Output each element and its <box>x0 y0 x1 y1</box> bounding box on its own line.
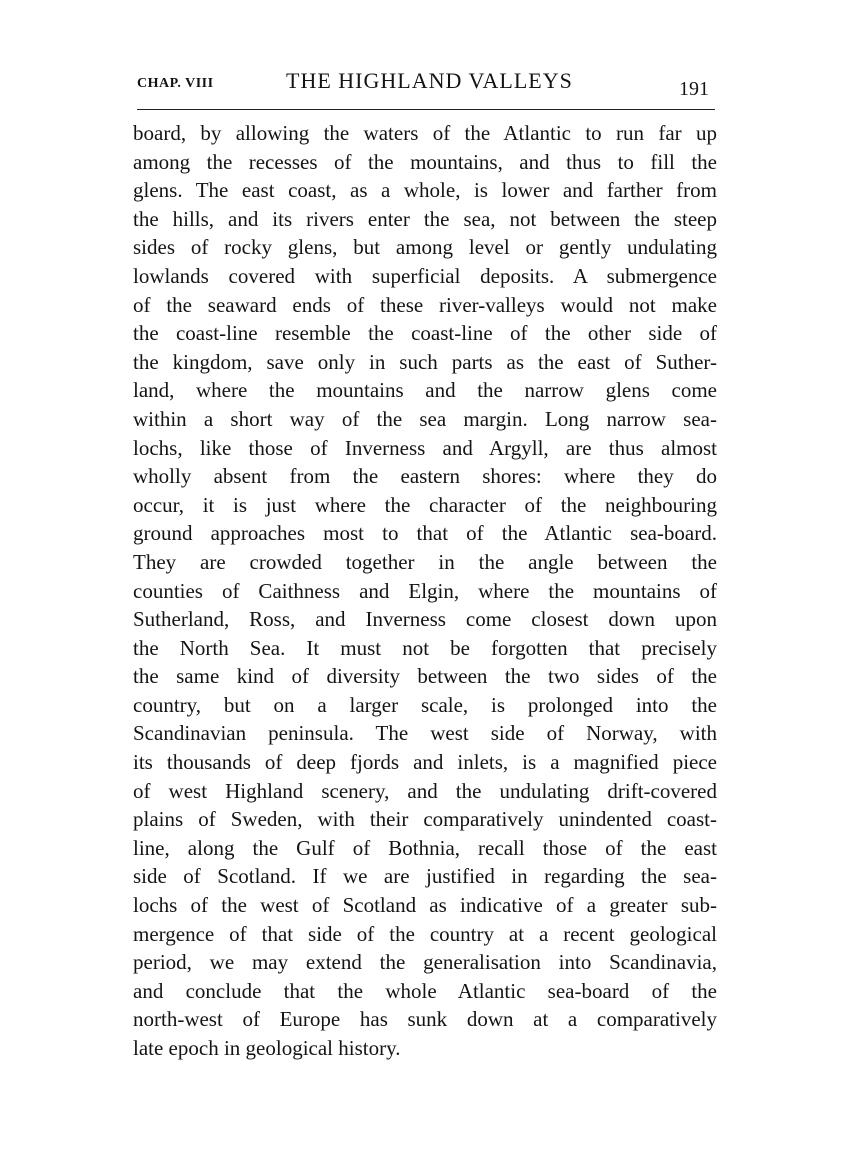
text-line: of the seaward ends of these river-valleys would not make <box>133 292 717 317</box>
running-header <box>137 68 715 98</box>
header-rule <box>137 109 715 110</box>
text-line: plains of Sweden, with their comparatively unindented coast- <box>133 807 717 832</box>
text-line: Sutherland, Ross, and Inverness come closest down upon <box>133 607 717 632</box>
text-line: lochs of the west of Scotland as indicative of a greater sub- <box>133 893 717 918</box>
body-text <box>133 119 717 1063</box>
text-line: board, by allowing the waters of the Atlantic to run far up <box>133 121 717 145</box>
text-line: They are crowded together in the angle between the <box>133 549 717 574</box>
text-line: counties of Caithness and Elgin, where the mountains of <box>133 578 717 603</box>
text-line: wholly absent from the eastern shores: where they do <box>133 464 717 489</box>
text-line: and conclude that the whole Atlantic sea-board of the <box>133 978 717 1003</box>
text-line: the hills, and its rivers enter the sea, not between the steep <box>133 206 717 231</box>
text-line: line, along the Gulf of Bothnia, recall those of the east <box>133 835 717 860</box>
text-line: side of Scotland. If we are justified in regarding the sea- <box>133 864 717 889</box>
text-line: within a short way of the sea margin. Long narrow sea- <box>133 406 717 431</box>
text-line: the North Sea. It must not be forgotten that precisely <box>133 635 717 660</box>
text-line: glens. The east coast, as a whole, is lower and farther from <box>133 178 717 203</box>
text-line: Scandinavian peninsula. The west side of Norway, with <box>133 721 717 746</box>
text-line: among the recesses of the mountains, and thus to fill the <box>133 149 717 174</box>
text-line: north-west of Europe has sunk down at a comparatively <box>133 1007 717 1032</box>
text-line: the same kind of diversity between the two sides of the <box>133 664 717 689</box>
text-line: sides of rocky glens, but among level or gently undulating <box>133 235 717 260</box>
chapter-label: CHAP. VIII <box>137 76 214 91</box>
text-line: mergence of that side of the country at a recent geological <box>133 921 717 946</box>
text-line: period, we may extend the generalisation into Scandinavia, <box>133 950 717 975</box>
page-number: 191 <box>679 78 709 100</box>
running-title: THE HIGHLAND VALLEYS <box>286 68 573 93</box>
text-line: lochs, like those of Inverness and Argyll, are thus almost <box>133 435 717 460</box>
text-line: its thousands of deep fjords and inlets, is a magnified piece <box>133 750 717 775</box>
text-line: the coast-line resemble the coast-line of the other side of <box>133 321 717 346</box>
text-line: land, where the mountains and the narrow glens come <box>133 378 717 403</box>
text-line: lowlands covered with superficial deposits. A submergence <box>133 263 717 288</box>
text-line: ground approaches most to that of the Atlantic sea-board. <box>133 521 717 546</box>
text-line: late epoch in geological history. <box>133 1036 401 1060</box>
text-line: of west Highland scenery, and the undulating drift-covered <box>133 778 717 803</box>
text-line: the kingdom, save only in such parts as the east of Suther- <box>133 349 717 374</box>
text-line: occur, it is just where the character of the neighbouring <box>133 492 717 517</box>
text-line: country, but on a larger scale, is prolonged into the <box>133 692 717 717</box>
